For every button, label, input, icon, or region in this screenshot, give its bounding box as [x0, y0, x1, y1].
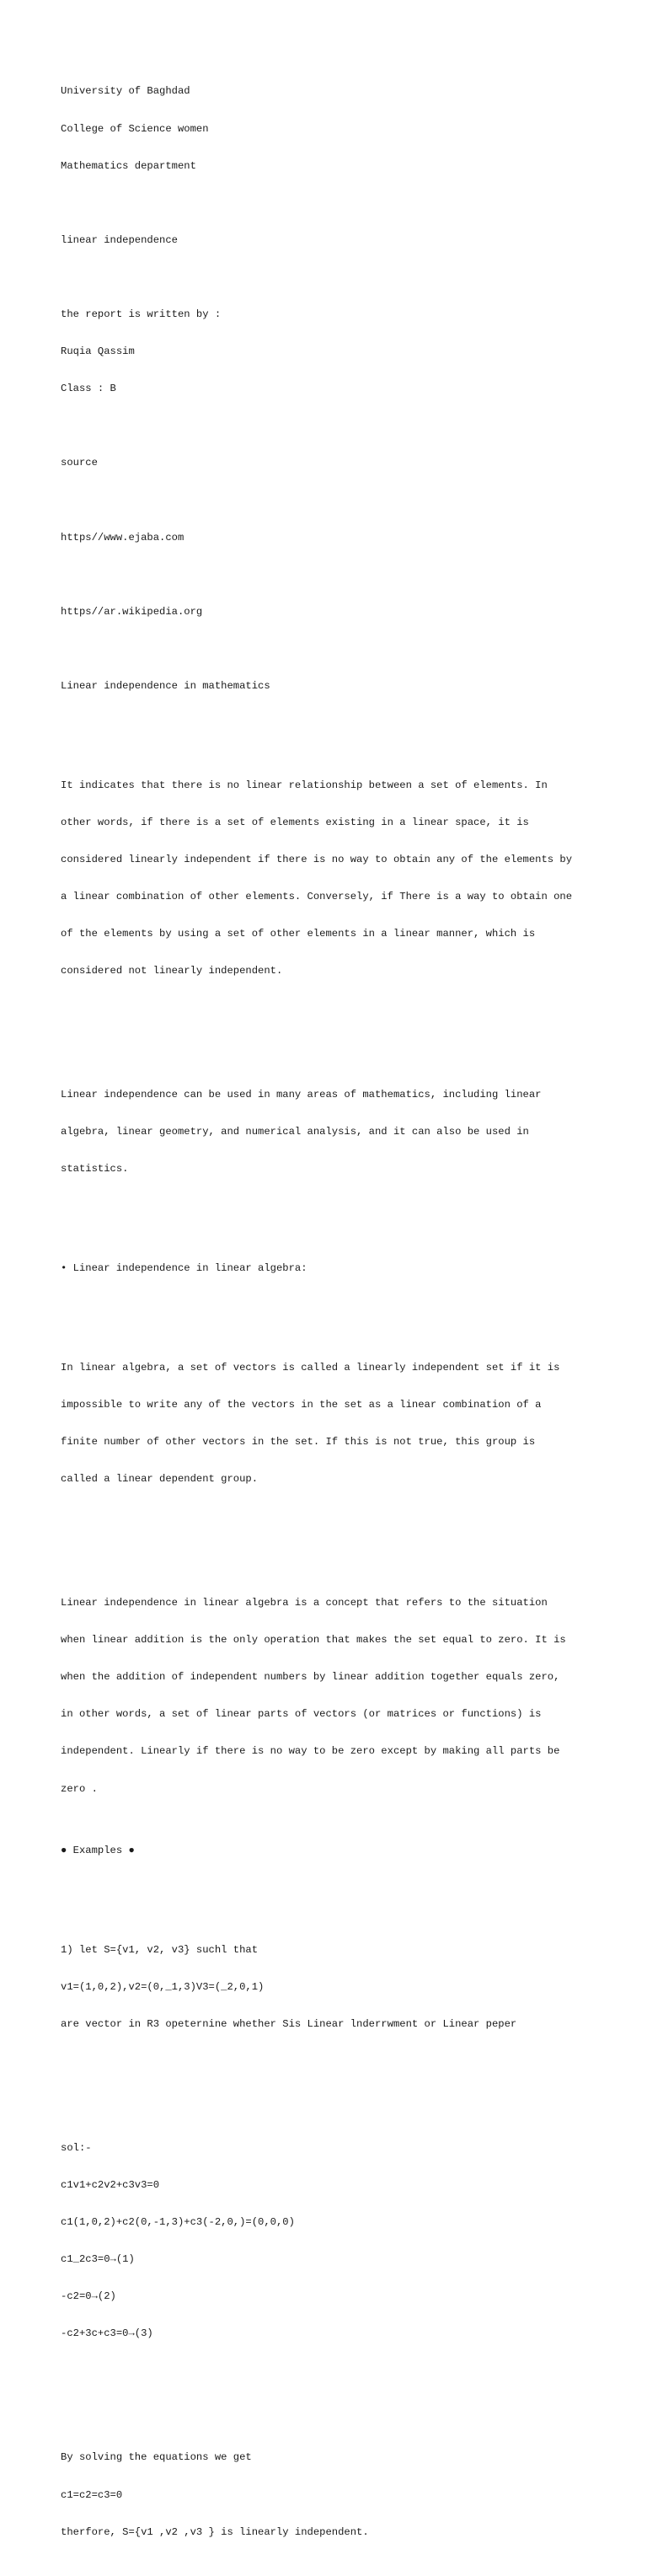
- example-line: 1) let S={v1, v2, v3} suchl that: [61, 1943, 259, 1956]
- paragraph-line: In linear algebra, a set of vectors is called a linearly independent set if it is: [61, 1361, 560, 1374]
- document-page: [61, 61, 600, 2576]
- solution-line: sol:-: [61, 2141, 92, 2154]
- conclusion-line: therfore, S={v1 ,v2 ,v3 } is linearly independent.: [61, 2525, 369, 2538]
- paragraph-line: when the addition of independent numbers by linear addition together equals zero,: [61, 1671, 560, 1684]
- paragraph-line: called a linear dependent group.: [61, 1473, 259, 1485]
- author-name: Ruqia Qassim: [61, 345, 135, 358]
- solution-line: -c2+3c+c3=0→(3): [61, 2327, 153, 2340]
- report-title: linear independence: [61, 233, 178, 246]
- conclusion-line: c1=c2=c3=0: [61, 2488, 123, 2501]
- example-line: are vector in R3 opeternine whether Sis Linear lnderrwment or Linear peper: [61, 2017, 517, 2030]
- paragraph-2: [61, 1064, 600, 1201]
- paragraph-line: a linear combination of other elements. Conversely, if There is a way to obtain one: [61, 891, 573, 902]
- solution-line: c1v1+c2v2+c3v3=0: [61, 2179, 160, 2192]
- university-name: University of Baghdad: [61, 85, 190, 98]
- paragraph-line: in other words, a set of linear parts of vectors (or matrices or functions) is: [61, 1708, 542, 1721]
- section-title: Linear independence in mathematics: [61, 680, 270, 693]
- solution-block: [61, 2118, 600, 2365]
- paragraph-line: considered not linearly independent.: [61, 965, 283, 977]
- author-class: Class : B: [61, 383, 116, 395]
- paragraph-line: other words, if there is a set of elements existing in a linear space, it is: [61, 816, 529, 828]
- source-heading: source: [61, 457, 98, 469]
- bullet-heading: • Linear independence in linear algebra:: [61, 1262, 307, 1275]
- paragraph-line: Linear independence in linear algebra is a concept that refers to the situation: [61, 1597, 548, 1609]
- example-1: [61, 1919, 600, 2055]
- paragraph-4: [61, 1572, 600, 1820]
- paragraph-line: impossible to write any of the vectors in the set as a linear combination of a: [61, 1398, 542, 1411]
- paragraph-1: [61, 754, 600, 1002]
- department-name: Mathematics department: [61, 159, 196, 172]
- source-link-1: https//www.ejaba.com: [61, 531, 184, 544]
- solution-line: c1(1,0,2)+c2(0,-1,3)+c3(-2,0,)=(0,0,0): [61, 2216, 295, 2229]
- paragraph-line: algebra, linear geometry, and numerical analysis, and it can also be used in: [61, 1126, 529, 1138]
- paragraph-line: It indicates that there is no linear relationship between a set of elements. In: [61, 779, 548, 791]
- paragraph-line: statistics.: [61, 1163, 129, 1176]
- source-link-2: https//ar.wikipedia.org: [61, 605, 203, 618]
- paragraph-line: considered linearly independent if there is no way to obtain any of the elements by: [61, 853, 573, 865]
- written-by-label: the report is written by :: [61, 308, 222, 321]
- examples-heading: ● Examples ●: [61, 1845, 135, 1857]
- paragraph-line: of the elements by using a set of other elements in a linear manner, which is: [61, 928, 536, 940]
- solution-line: -c2=0→(2): [61, 2290, 116, 2303]
- paragraph-line: Linear independence can be used in many areas of mathematics, including linear: [61, 1089, 542, 1101]
- paragraph-line: finite number of other vectors in the set. If this is not true, this group is: [61, 1435, 536, 1448]
- conclusion-block: [61, 2427, 600, 2563]
- paragraph-line: zero .: [61, 1782, 98, 1795]
- conclusion-line: By solving the equations we get: [61, 2451, 252, 2464]
- paragraph-line: when linear addition is the only operation that makes the set equal to zero. It is: [61, 1634, 566, 1647]
- paragraph-3: [61, 1336, 600, 1510]
- college-name: College of Science women: [61, 122, 209, 135]
- example-line: v1=(1,0,2),v2=(0,_1,3)V3=(_2,0,1): [61, 1980, 265, 1993]
- solution-line: c1_2c3=0→(1): [61, 2253, 135, 2266]
- paragraph-line: independent. Linearly if there is no way to be zero except by making all parts be: [61, 1745, 560, 1758]
